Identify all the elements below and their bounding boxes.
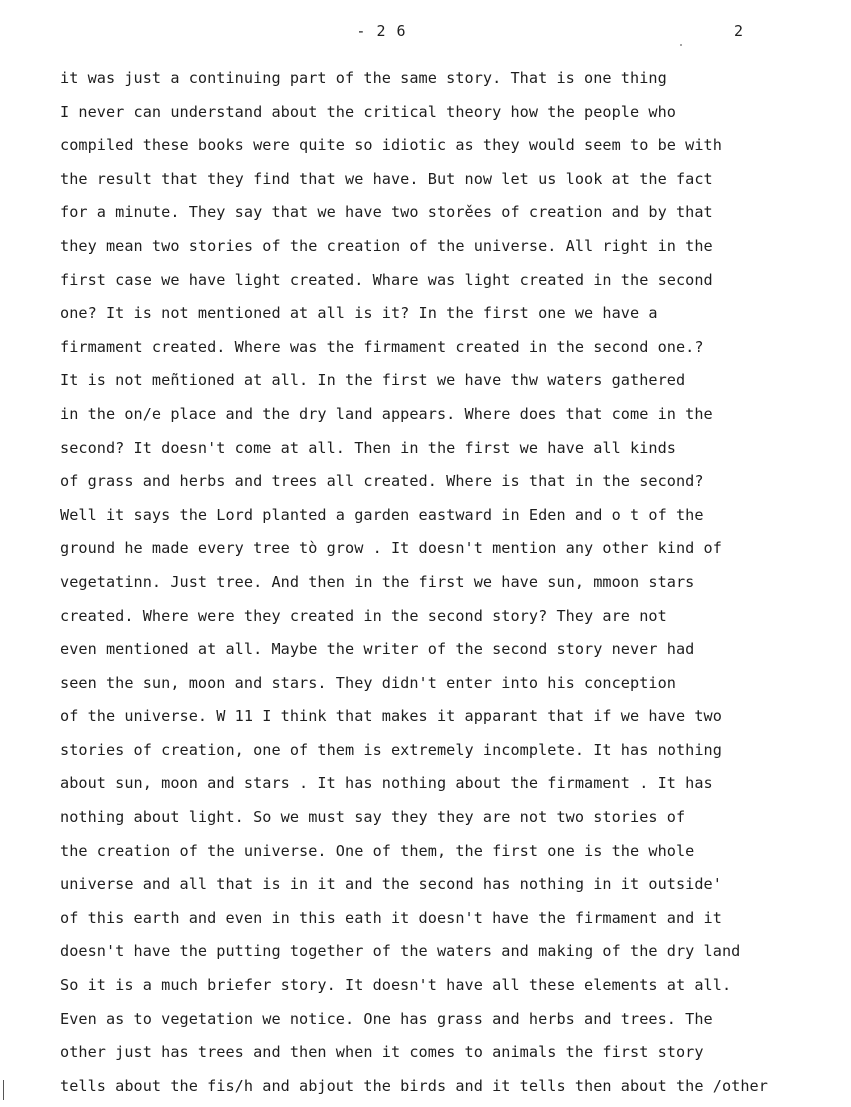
text-line: for a minute. They say that we have two storěes of creation and by that bbox=[60, 203, 713, 222]
text-line: universe and all that is in it and the second has nothing in it outside' bbox=[60, 875, 722, 894]
text-line: in the on/e place and the dry land appears. Where does that come in the bbox=[60, 404, 713, 423]
text-line: the result that they find that we have. But now let us look at the fact bbox=[60, 169, 713, 188]
text-line: one? It is not mentioned at all is it? In the first one we have a bbox=[60, 304, 658, 323]
text-line: nothing about light. So we must say they they are not two stories of bbox=[60, 808, 686, 827]
text-line: first case we have light created. Whare was light created in the second bbox=[60, 270, 713, 289]
text-line: the creation of the universe. One of them, the first one is the whole bbox=[60, 841, 695, 860]
ink-speck bbox=[680, 44, 682, 46]
page-header-mark: - 2 6 bbox=[356, 22, 407, 40]
text-line: seen the sun, moon and stars. They didn't enter into his conception bbox=[60, 673, 676, 692]
text-line: doesn't have the putting together of the waters and making of the dry land bbox=[60, 942, 741, 961]
margin-mark bbox=[3, 1080, 4, 1100]
text-line: of this earth and even in this eath it doesn't have the firmament and it bbox=[60, 908, 722, 927]
text-line: of grass and herbs and trees all created. Where is that in the second? bbox=[60, 472, 704, 491]
text-line: second? It doesn't come at all. Then in the first we have all kinds bbox=[60, 438, 676, 457]
text-line: other just has trees and then when it comes to animals the first story bbox=[60, 1043, 704, 1062]
page-number: 2 bbox=[734, 22, 744, 40]
text-line: ground he made every tree tò grow . It doesn't mention any other kind of bbox=[60, 539, 722, 558]
text-line: tells about the fis/h and abjout the birds and it tells then about the /other bbox=[60, 1076, 768, 1095]
text-line: compiled these books were quite so idiotic as they would seem to be with bbox=[60, 136, 722, 155]
text-line: So it is a much briefer story. It doesn't have all these elements at all. bbox=[60, 976, 732, 995]
text-line: it was just a continuing part of the same story. That is one thing bbox=[60, 69, 667, 87]
text-line: vegetatinn. Just tree. And then in the first we have sun, mmoon stars bbox=[60, 572, 695, 591]
text-line: about sun, moon and stars . It has nothing about the firmament . It has bbox=[60, 774, 713, 793]
text-line: they mean two stories of the creation of the universe. All right in the bbox=[60, 236, 713, 255]
text-line: Even as to vegetation we notice. One has grass and herbs and trees. The bbox=[60, 1009, 713, 1028]
text-line: even mentioned at all. Maybe the writer of the second story never had bbox=[60, 640, 695, 659]
body-text bbox=[60, 66, 840, 1107]
text-line: Well it says the Lord planted a garden eastward in Eden and o t of the bbox=[60, 505, 704, 524]
text-line: I never can understand about the critical theory how the people who bbox=[60, 102, 676, 121]
text-line: firmament created. Where was the firmament created in the second one.? bbox=[60, 337, 704, 356]
text-line: of the universe. W 11 I think that makes it apparant that if we have two bbox=[60, 707, 722, 726]
text-line: created. Where were they created in the second story? They are not bbox=[60, 606, 667, 625]
text-line: It is not meñtioned at all. In the first we have thw waters gathered bbox=[60, 371, 686, 390]
text-line: stories of creation, one of them is extremely incomplete. It has nothing bbox=[60, 740, 722, 759]
